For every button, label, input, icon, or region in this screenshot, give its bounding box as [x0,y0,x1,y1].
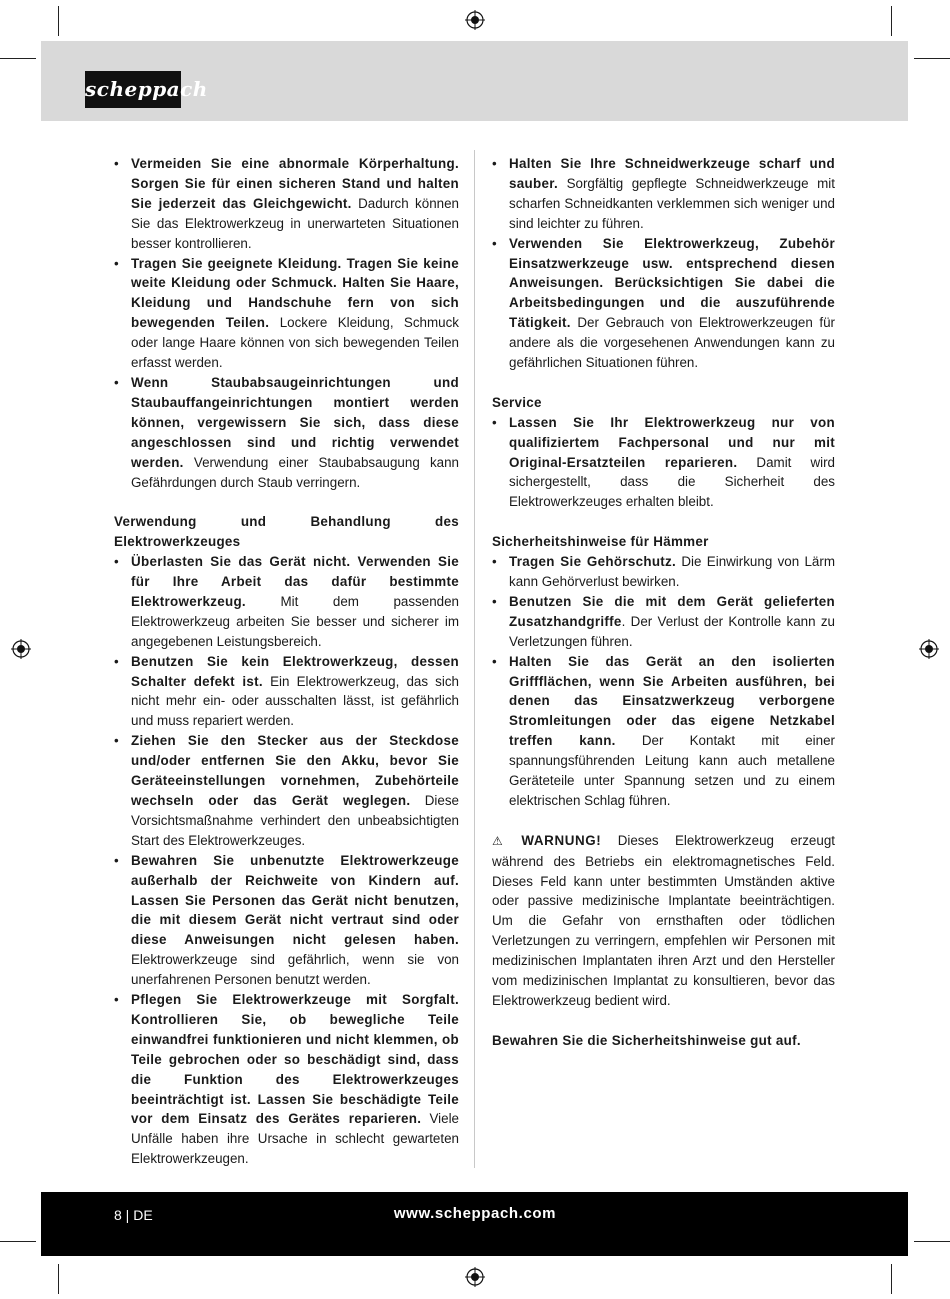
registration-mark-icon [465,1267,485,1287]
list-item: • Tragen Sie Gehörschutz. Die Einwirkung von Lärm kann Gehörverlust bewirken. [492,552,835,592]
crop-mark [58,1264,59,1294]
page-number: 8 | DE [114,1207,153,1223]
usage-safety-list [114,552,459,1169]
service-list [492,413,835,513]
crop-mark [0,58,36,59]
crop-mark [891,1264,892,1294]
list-item: • Vermeiden Sie eine abnormale Körperhaltung. Sorgen Sie für einen sicheren Stand und halten Sie jederzeit das Gleichgewicht. Dadurch können Sie das Elektrowerkzeug in unerwarteten Situationen besser kontrollieren. [114,154,459,254]
scheppach-logo: scheppach [85,71,181,108]
tool-safety-list [492,154,835,373]
list-item: • Benutzen Sie die mit dem Gerät gelieferten Zusatzhandgriffe. Der Verlust der Kontrolle kann zu Verletzungen führen. [492,592,835,652]
website-url: www.scheppach.com [393,1205,557,1222]
registration-mark-icon [465,10,485,30]
column-divider [474,150,475,1168]
registration-mark-icon [11,639,31,659]
list-item: • Halten Sie das Gerät an den isolierten Griffflächen, wenn Sie Arbeiten ausführen, bei denen das Einsatzwerkzeug verborgene Stromleitungen oder das eigene Netzkabel treffen kann. Der Kontakt mit einer spannungsführenden Leitung kann auch metallene Geräteteile unter Spannung setzen und zu einem elektrischen Schlag führen. [492,652,835,811]
service-heading: Service [492,394,542,410]
intro-safety-list [114,154,459,492]
hammer-safety-list [492,552,835,811]
list-item: • Bewahren Sie unbenutzte Elektrowerkzeuge außerhalb der Reichweite von Kindern auf. Lassen Sie Personen das Gerät nicht benutzen, die mit diesem Gerät nicht vertraut sind oder diese Anweisungen nicht gelesen haben. Elektrowerkzeuge sind gefährlich, wenn sie von unerfahrenen Personen benutzt werden. [114,851,459,990]
footer-band [41,1192,908,1256]
warning-label: WARNUNG! [521,832,602,848]
left-column [114,154,459,1169]
list-item: • Pflegen Sie Elektrowerkzeuge mit Sorgfalt. Kontrollieren Sie, ob bewegliche Teile einwandfrei funktionieren und nicht klemmen, ob Teile gebrochen oder so beschädigt sind, dass die Funktion des Elektrowerkzeuges beeinträchtigt ist. Lassen Sie beschädigte Teile vor dem Einsatz des Gerätes reparieren. Viele Unfälle haben ihre Ursache in schlecht gewarteten Elektrowerkzeugen. [114,990,459,1169]
warning-paragraph [492,831,835,1011]
registration-mark-icon [919,639,939,659]
list-item: • Überlasten Sie das Gerät nicht. Verwenden Sie für Ihre Arbeit das dafür bestimmte Elektrowerkzeug. Mit dem passenden Elektrowerkzeug arbeiten Sie besser und sicherer im angegebenen Leistungsbereich. [114,552,459,652]
list-item: • Benutzen Sie kein Elektrowerkzeug, dessen Schalter defekt ist. Ein Elektrowerkzeug, das sich nicht mehr ein- oder ausschalten lässt, ist gefährlich und muss repariert werden. [114,652,459,732]
crop-mark [58,6,59,36]
list-item: • Ziehen Sie den Stecker aus der Steckdose und/oder entfernen Sie den Akku, bevor Sie Geräteeinstellungen vornehmen, Zubehörteile wechseln oder das Gerät weglegen. Diese Vorsichtsmaßnahme verhindert den unbeabsichtigten Start des Elektrowerkzeuges. [114,731,459,850]
crop-mark [891,6,892,36]
right-column [492,154,835,1051]
warning-triangle-icon: ⚠ [492,833,516,848]
crop-mark [914,1241,950,1242]
section-heading: Verwendung und Behandlung des Elektrowerkzeuges [114,514,459,550]
list-item: • Lassen Sie Ihr Elektrowerkzeug nur von qualifiziertem Fachpersonal und nur mit Original-Ersatzteilen reparieren. Damit wird sichergestellt, dass die Sicherheit des Elektrowerkzeuges erhalten bleibt. [492,413,835,513]
final-note: Bewahren Sie die Sicherheitshinweise gut auf. [492,1032,801,1048]
crop-mark [0,1241,36,1242]
hammer-heading: Sicherheitshinweise für Hämmer [492,534,709,550]
list-item: • Wenn Staubabsaugeinrichtungen und Staubauffangeinrichtungen montiert werden können, vergewissern Sie sich, dass diese angeschlossen sind und richtig verwendet werden. Verwendung einer Staubabsaugung kann Gefährdungen durch Staub verringern. [114,373,459,492]
list-item: • Verwenden Sie Elektrowerkzeug, Zubehör Einsatzwerkzeuge usw. entsprechend diesen Anweisungen. Berücksichtigen Sie dabei die Arbeitsbedingungen und die auszuführende Tätigkeit. Der Gebrauch von Elektrowerkzeugen für andere als die vorgesehenen Anwendungen kann zu gefährlichen Situationen führen. [492,234,835,373]
crop-mark [914,58,950,59]
list-item: • Tragen Sie geeignete Kleidung. Tragen Sie keine weite Kleidung oder Schmuck. Halten Sie Haare, Kleidung und Handschuhe fern von sich bewegenden Teilen. Lockere Kleidung, Schmuck oder lange Haare können von sich bewegenden Teilen erfasst werden. [114,254,459,373]
warning-text: Dieses Elektrowerkzeug erzeugt während des Betriebs ein elektromagnetisches Feld. Dieses Feld kann unter bestimmten Umständen aktive oder passive medizinische Implantate beeinträchtigen. Um die Gefahr von ernsthaften oder tödlichen Verletzungen zu verringern, empfehlen wir Personen mit medizinischen Implantaten ihren Arzt und den Hersteller vom medizinischen Implantat zu konsultieren, bevor das Elektrowerkzeug bedient wird. [492,832,835,1009]
list-item: • Halten Sie Ihre Schneidwerkzeuge scharf und sauber. Sorgfältig gepflegte Schneidwerkzeuge mit scharfen Schneidkanten verklemmen sich weniger und sind leichter zu führen. [492,154,835,234]
